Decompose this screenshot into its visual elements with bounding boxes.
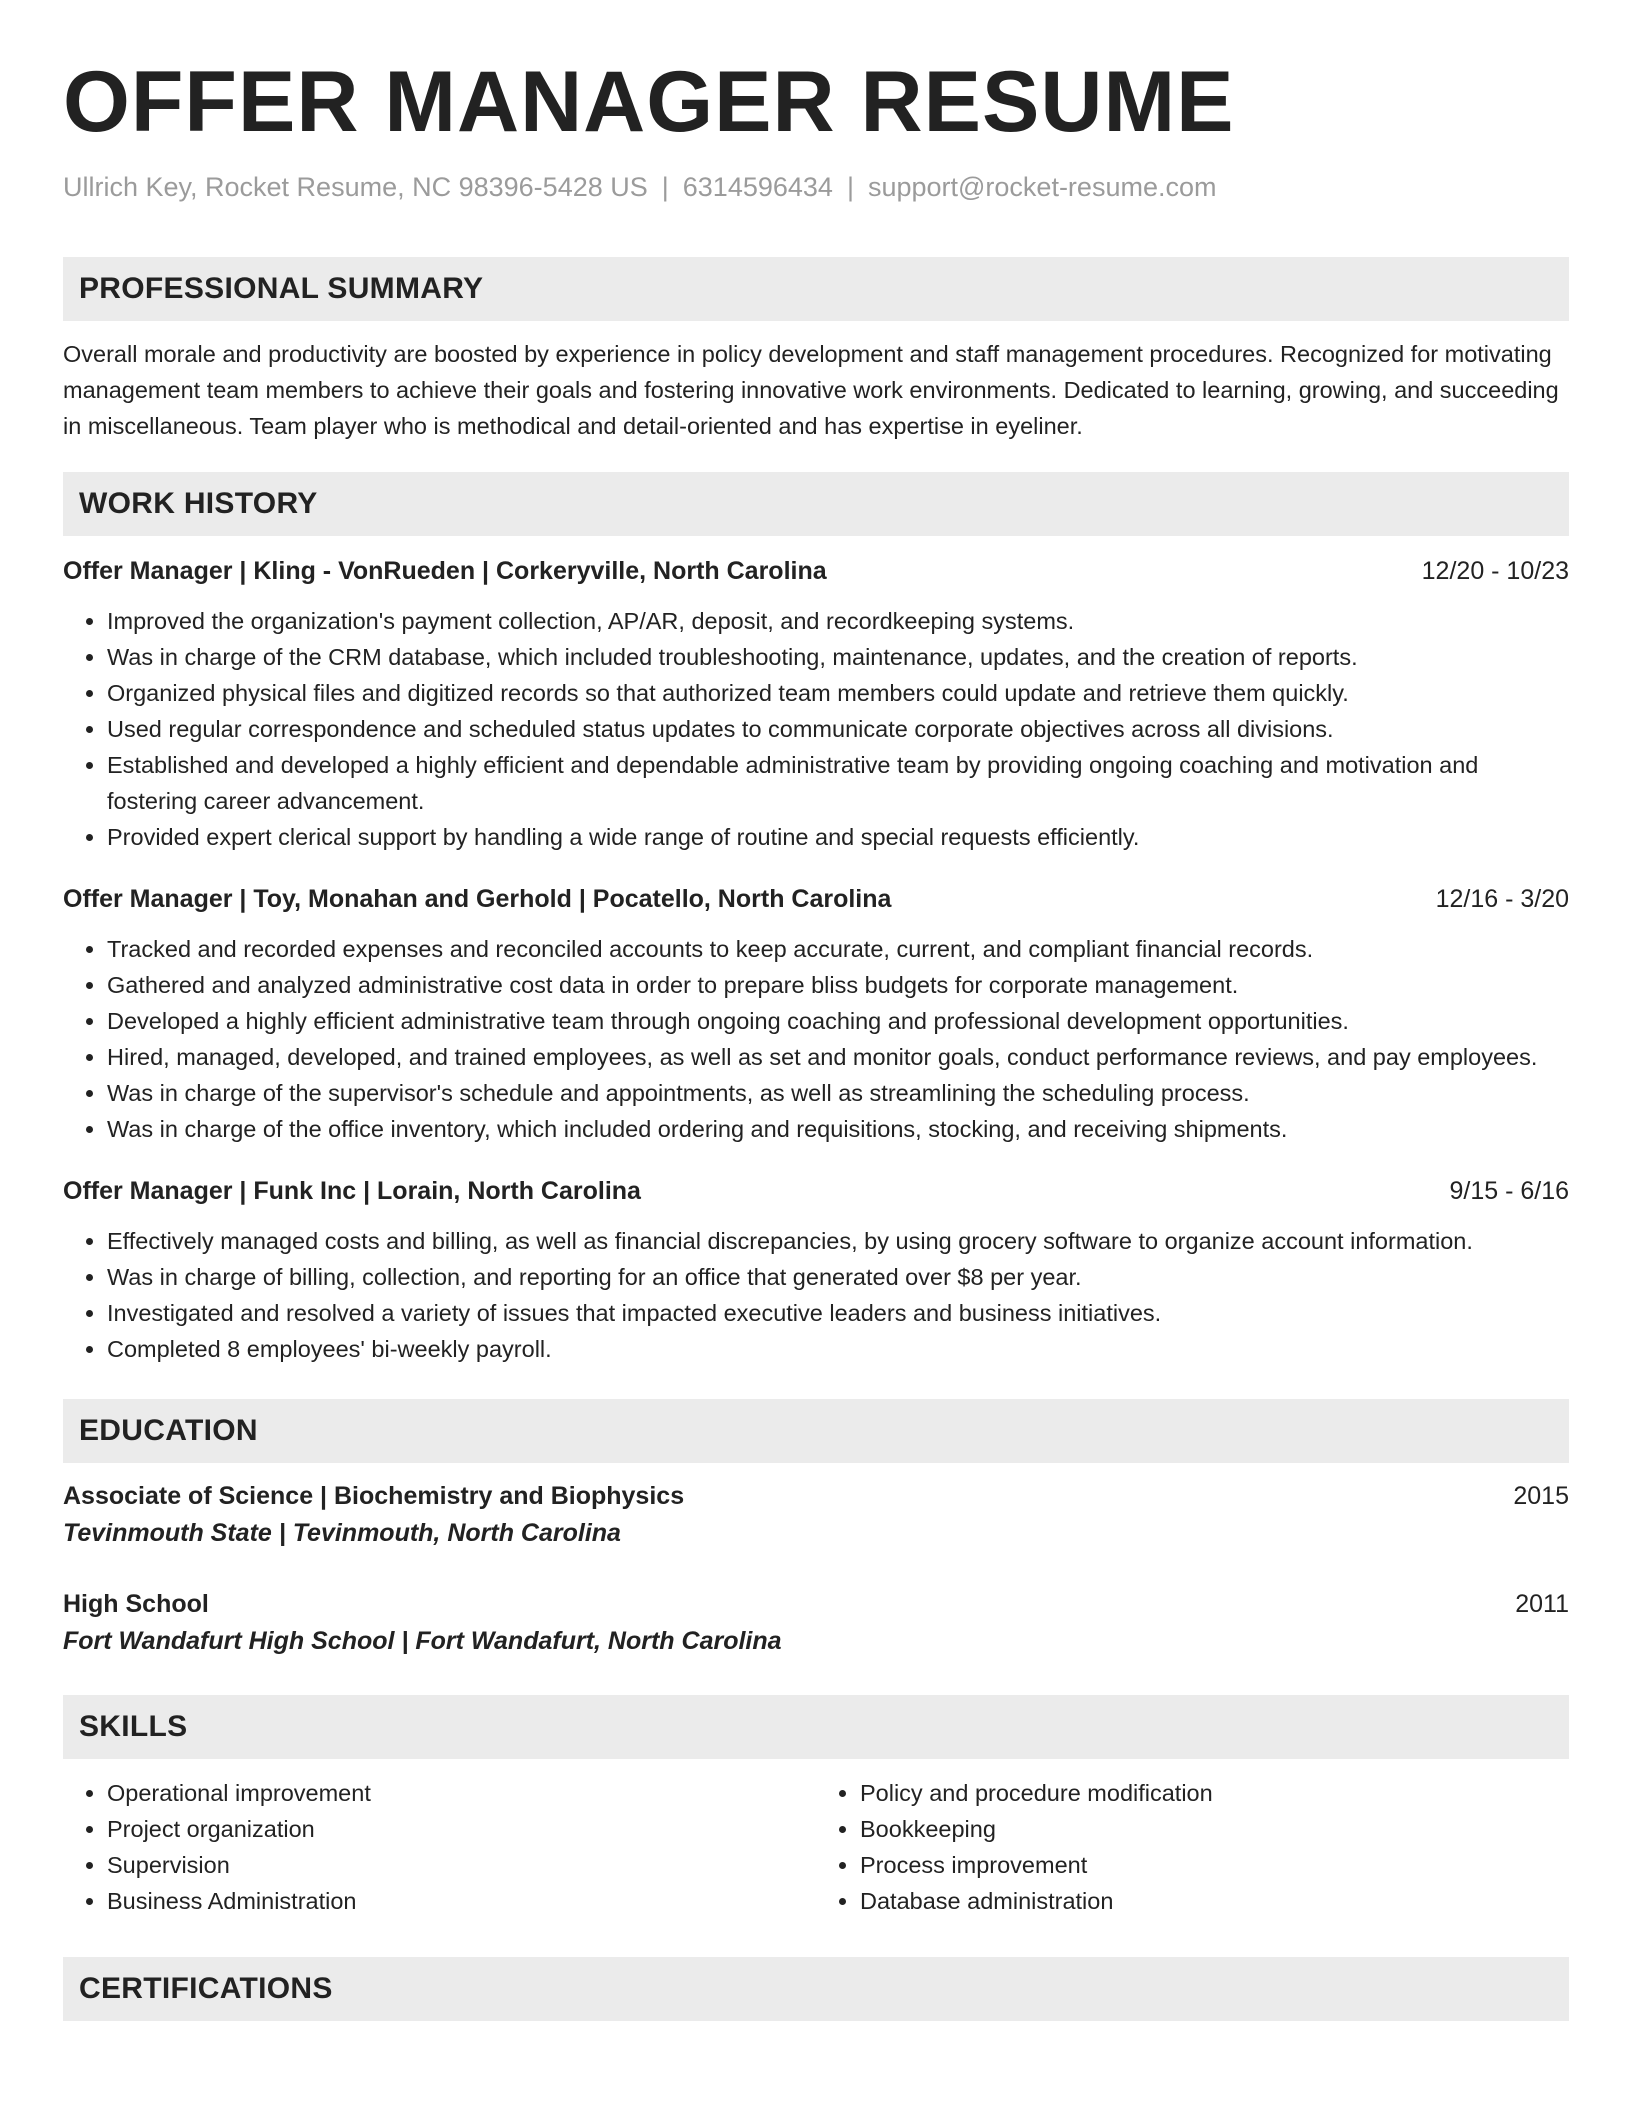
skills-grid	[63, 1775, 1569, 1919]
job-bullet: • Investigated and resolved a variety of issues that impacted executive leaders and business initiatives.	[107, 1295, 1569, 1331]
job-bullet: • Hired, managed, developed, and trained employees, as well as set and monitor goals, conduct performance reviews, and pay employees.	[107, 1039, 1569, 1075]
job-bullet: • Gathered and analyzed administrative cost data in order to prepare bliss budgets for corporate management.	[107, 967, 1569, 1003]
resume-title: OFFER MANAGER RESUME	[63, 54, 1235, 150]
job-bullet: • Was in charge of billing, collection, and reporting for an office that generated over $8 per year.	[107, 1259, 1569, 1295]
skills-column-left	[63, 1775, 816, 1919]
job-bullet: • Was in charge of the office inventory, which included ordering and requisitions, stocking, and receiving shipments.	[107, 1111, 1569, 1147]
section-header-certifications: CERTIFICATIONS	[63, 1957, 1569, 2021]
contact-phone: 6314596434	[682, 172, 833, 202]
job-dates: 12/16 - 3/20	[1435, 885, 1569, 913]
skill-item: • Operational improvement	[107, 1775, 816, 1811]
job-title-line: Offer Manager | Kling - VonRueden | Corkeryville, North Carolina	[63, 557, 827, 585]
job-header	[63, 1174, 1569, 1208]
skill-item: • Database administration	[860, 1883, 1569, 1919]
job-dates: 12/20 - 10/23	[1421, 557, 1569, 585]
job-bullet: • Effectively managed costs and billing, as well as financial discrepancies, by using grocery software to organize account information.	[107, 1223, 1569, 1259]
education-entry	[63, 1479, 1569, 1551]
job-bullet: • Tracked and recorded expenses and reconciled accounts to keep accurate, current, and compliant financial records.	[107, 931, 1569, 967]
contact-address: Ullrich Key, Rocket Resume, NC 98396-5428 US	[63, 172, 648, 202]
job-entry	[63, 1174, 1569, 1367]
skills-column-right	[816, 1775, 1569, 1919]
job-bullet: • Improved the organization's payment collection, AP/AR, deposit, and recordkeeping systems.	[107, 603, 1569, 639]
education-year: 2015	[1513, 1482, 1569, 1510]
contact-line	[63, 170, 1569, 204]
job-bullet: • Organized physical files and digitized records so that authorized team members could update and retrieve them quickly.	[107, 675, 1569, 711]
skill-item: • Business Administration	[107, 1883, 816, 1919]
education-school: Tevinmouth State | Tevinmouth, North Carolina	[63, 1519, 621, 1547]
job-bullet: • Was in charge of the CRM database, which included troubleshooting, maintenance, updates, and the creation of reports.	[107, 639, 1569, 675]
skill-item: • Process improvement	[860, 1847, 1569, 1883]
education-header	[63, 1587, 1569, 1621]
skill-item: • Policy and procedure modification	[860, 1775, 1569, 1811]
job-bullet: • Developed a highly efficient administrative team through ongoing coaching and professional development opportunities.	[107, 1003, 1569, 1039]
job-bullet: • Provided expert clerical support by handling a wide range of routine and special requests efficiently.	[107, 819, 1569, 855]
job-bullets	[63, 603, 1569, 855]
skill-item: • Supervision	[107, 1847, 816, 1883]
job-dates: 9/15 - 6/16	[1449, 1177, 1569, 1205]
education-entry	[63, 1587, 1569, 1659]
education-school: Fort Wandafurt High School | Fort Wandafurt, North Carolina	[63, 1627, 782, 1655]
job-header	[63, 554, 1569, 588]
job-header	[63, 882, 1569, 916]
education-year: 2011	[1515, 1590, 1569, 1618]
job-bullet: • Was in charge of the supervisor's schedule and appointments, as well as streamlining the scheduling process.	[107, 1075, 1569, 1111]
section-header-work-history: WORK HISTORY	[63, 472, 1569, 536]
section-header-professional-summary: PROFESSIONAL SUMMARY	[63, 257, 1569, 321]
job-entry	[63, 554, 1569, 855]
contact-separator: |	[846, 172, 854, 202]
job-bullets	[63, 1223, 1569, 1367]
job-bullets	[63, 931, 1569, 1147]
job-bullet: • Established and developed a highly efficient and dependable administrative team by providing ongoing coaching and motivation and fostering career advancement.	[107, 747, 1569, 819]
contact-separator: |	[661, 172, 669, 202]
section-header-education: EDUCATION	[63, 1399, 1569, 1463]
education-header	[63, 1479, 1569, 1513]
skill-item: • Project organization	[107, 1811, 816, 1847]
section-header-skills: SKILLS	[63, 1695, 1569, 1759]
education-degree: Associate of Science | Biochemistry and Biophysics	[63, 1482, 685, 1510]
job-title-line: Offer Manager | Funk Inc | Lorain, North Carolina	[63, 1177, 641, 1205]
job-title-line: Offer Manager | Toy, Monahan and Gerhold | Pocatello, North Carolina	[63, 885, 892, 913]
job-bullet: • Used regular correspondence and scheduled status updates to communicate corporate objectives across all divisions.	[107, 711, 1569, 747]
job-entry	[63, 882, 1569, 1147]
summary-text: Overall morale and productivity are boosted by experience in policy development and staff management procedures. Recognized for motivating management team members to achieve their goals and fostering innovative work environments. Dedicated to learning, growing, and succeeding in miscellaneous. Team player who is methodical and detail-oriented and has expertise in eyeliner.	[63, 341, 1559, 439]
job-bullet: • Completed 8 employees' bi-weekly payroll.	[107, 1331, 1569, 1367]
contact-email: support@rocket-resume.com	[867, 172, 1217, 202]
skill-item: • Bookkeeping	[860, 1811, 1569, 1847]
education-degree: High School	[63, 1590, 209, 1618]
